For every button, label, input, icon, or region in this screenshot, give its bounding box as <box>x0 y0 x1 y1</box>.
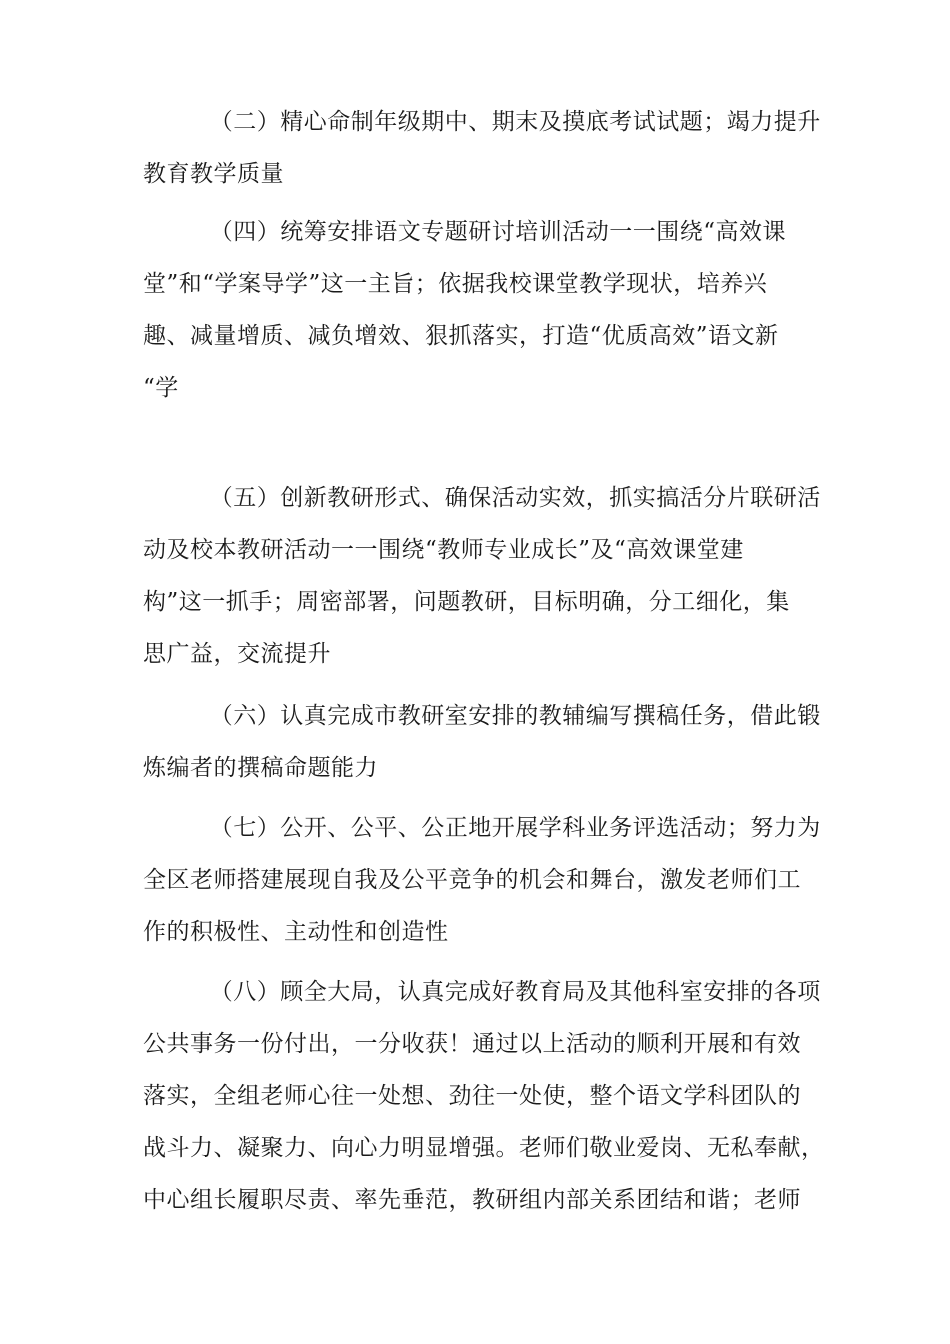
paragraph-4 <box>143 206 823 414</box>
text-line: （四）统筹安排语文专题研讨培训活动一一围绕“高效课 <box>209 219 786 245</box>
text-line: 动及校本教研活动一一围绕“教师专业成长”及“高效课堂建 <box>143 537 744 563</box>
text-line: （七）公开、公平、公正地开展学科业务评选活动；努力为 <box>209 815 821 841</box>
text-line: （二）精心命制年级期中、期末及摸底考试试题；竭力提升 <box>209 109 821 135</box>
text-line: 构”这一抓手；周密部署，问题教研，目标明确，分工细化，集 <box>143 589 790 615</box>
text-line: 落实，全组老师心往一处想、劲往一处使，整个语文学科团队的 <box>143 1083 801 1109</box>
text-line: 作的积极性、主动性和创造性 <box>143 919 449 945</box>
text-line: “学 <box>143 375 179 401</box>
paragraph-8 <box>143 966 823 1226</box>
text-line: （六）认真完成市教研室安排的教辅编写撰稿任务，借此锻 <box>209 703 821 729</box>
paragraph-7 <box>143 802 823 958</box>
paragraph-6 <box>143 690 823 794</box>
text-line: 全区老师搭建展现自我及公平竞争的机会和舞台，激发老师们工 <box>143 867 801 893</box>
text-line: 堂”和“学案导学”这一主旨；依据我校课堂教学现状，培养兴 <box>143 271 768 297</box>
text-line: 战斗力、凝聚力、向心力明显增强。老师们敬业爱岗、无私奉献， <box>143 1135 825 1161</box>
paragraph-2 <box>143 96 823 200</box>
text-line: 思广益，交流提升 <box>143 641 331 667</box>
text-line: （八）顾全大局，认真完成好教育局及其他科室安排的各项 <box>209 979 821 1005</box>
text-line: 教育教学质量 <box>143 161 284 187</box>
text-line: 公共事务一份付出，一分收获！通过以上活动的顺利开展和有效 <box>143 1031 801 1057</box>
paragraph-5 <box>143 472 823 680</box>
text-line: （五）创新教研形式、确保活动实效，抓实搞活分片联研活 <box>209 485 821 511</box>
text-line: 炼编者的撰稿命题能力 <box>143 755 378 781</box>
text-line: 趣、减量增质、减负增效、狠抓落实，打造“优质高效”语文新 <box>143 323 779 349</box>
text-line: 中心组长履职尽责、率先垂范，教研组内部关系团结和谐；老师 <box>143 1187 801 1213</box>
